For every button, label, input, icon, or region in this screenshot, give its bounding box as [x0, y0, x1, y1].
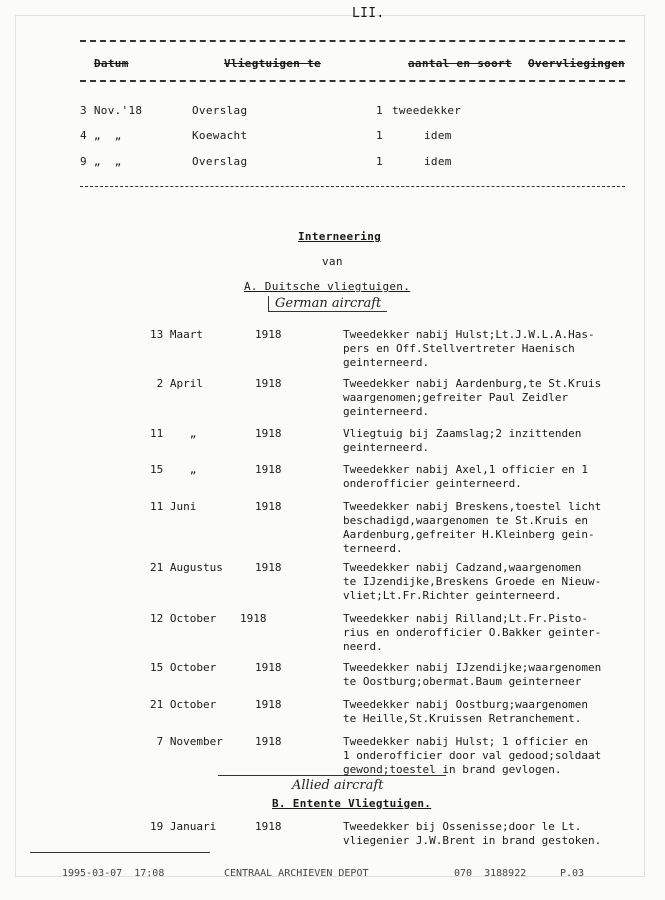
entry-year: 1918 [255, 561, 282, 574]
entry-year: 1918 [255, 698, 282, 711]
entry-description: Tweedekker nabij Oostburg;waargenomen te Heille,St.Kruissen Retranchement. [343, 698, 589, 725]
entry-date: 19 Januari [150, 820, 217, 833]
entry-description: Tweedekker nabij Hulst; 1 officier en 1 onderofficier door val gedood;soldaat gewond;toestel in brand gevlogen. [343, 735, 602, 776]
section-title: Interneering [298, 230, 382, 243]
entry-date: 15 „ [150, 463, 197, 476]
row-type: idem [424, 129, 452, 142]
entry-year: 1918 [255, 463, 282, 476]
entry-date: 13 Maart [150, 328, 203, 341]
entry-year: 1918 [255, 328, 282, 341]
entry-date: 2 April [150, 377, 203, 390]
section-divider [218, 775, 446, 776]
fax-organization: CENTRAAL ARCHIEVEN DEPOT [224, 868, 369, 879]
entry-year: 1918 [255, 500, 282, 513]
entry-description: Vliegtuig bij Zaamslag;2 inzittenden geinterneerd. [343, 427, 582, 454]
row-type: tweedekker [392, 104, 462, 117]
section-a-heading: A. Duitsche vliegtuigen. [244, 280, 411, 293]
section-van: van [322, 255, 343, 268]
row-date: 3 Nov.'18 [80, 104, 143, 117]
col-header-datum: Datum [94, 57, 129, 70]
entry-year: 1918 [240, 612, 267, 625]
entry-description: Tweedekker nabij IJzendijke;waargenomen te Oostburg;obermat.Baum geinterneer [343, 661, 602, 688]
entry-date: 21 October [150, 698, 217, 711]
footer-rule [30, 852, 210, 853]
section-a-handwritten-note: German aircraft [268, 296, 387, 312]
entry-date: 11 Juni [150, 500, 197, 513]
entry-description: Tweedekker nabij Rilland;Lt.Fr.Pisto- rius en onderofficier O.Bakker geinter- neerd. [343, 612, 602, 653]
entry-year: 1918 [255, 820, 282, 833]
row-place: Overslag [192, 155, 248, 168]
entry-description: Tweedekker nabij Hulst;Lt.J.W.L.A.Has- pers en Off.Stellvertreter Haenisch geinterneerd. [343, 328, 595, 369]
entry-description: Tweedekker nabij Aardenburg,te St.Kruis waargenomen;gefreiter Paul Zeidler geinterneerd. [343, 377, 602, 418]
page-mark: LII. [352, 6, 385, 21]
entry-year: 1918 [255, 661, 282, 674]
row-count: 1 [376, 104, 383, 117]
row-date: 9 „ „ [80, 155, 122, 168]
fax-phone: 070 3188922 [454, 868, 527, 879]
row-place: Overslag [192, 104, 248, 117]
row-count: 1 [376, 155, 383, 168]
row-count: 1 [376, 129, 383, 142]
entry-date: 7 November [150, 735, 223, 748]
entry-date: 12 October [150, 612, 217, 625]
row-type: idem [424, 155, 452, 168]
row-place: Koewacht [192, 129, 248, 142]
entry-date: 11 „ [150, 427, 197, 440]
entry-date: 21 Augustus [150, 561, 223, 574]
fax-date: 1995-03-07 17:08 [62, 868, 165, 879]
entry-date: 15 October [150, 661, 217, 674]
col-header-vliegtuigen: Vliegtuigen te [224, 57, 321, 70]
entry-year: 1918 [255, 377, 282, 390]
header-bottom-rule [80, 80, 625, 82]
entry-year: 1918 [255, 427, 282, 440]
entry-description: Tweedekker nabij Breskens,toestel licht beschadigd,waargenomen te St.Kruis en Aardenburg,gefreiter H.Kleinberg gein- terneerd. [343, 500, 602, 555]
section-b-heading: B. Entente Vliegtuigen. [272, 797, 432, 810]
entry-year: 1918 [255, 735, 282, 748]
col-header-aantal: aantal en soort [408, 57, 512, 70]
fax-page: P.03 [560, 868, 585, 879]
col-header-overvliegingen: Overvliegingen [528, 57, 625, 70]
table-end-rule [80, 186, 625, 187]
section-b-handwritten-note: Allied aircraft [292, 778, 384, 793]
header-top-rule [80, 40, 625, 42]
entry-description: Tweedekker nabij Axel,1 officier en 1 onderofficier geinterneerd. [343, 463, 589, 490]
row-date: 4 „ „ [80, 129, 122, 142]
entry-description: Tweedekker bij Ossenisse;door le Lt. vliegenier J.W.Brent in brand gestoken. [343, 820, 602, 847]
entry-description: Tweedekker nabij Cadzand,waargenomen te IJzendijke,Breskens Groede en Nieuw- vliet;Lt.Fr.Richter geinterneerd. [343, 561, 602, 602]
